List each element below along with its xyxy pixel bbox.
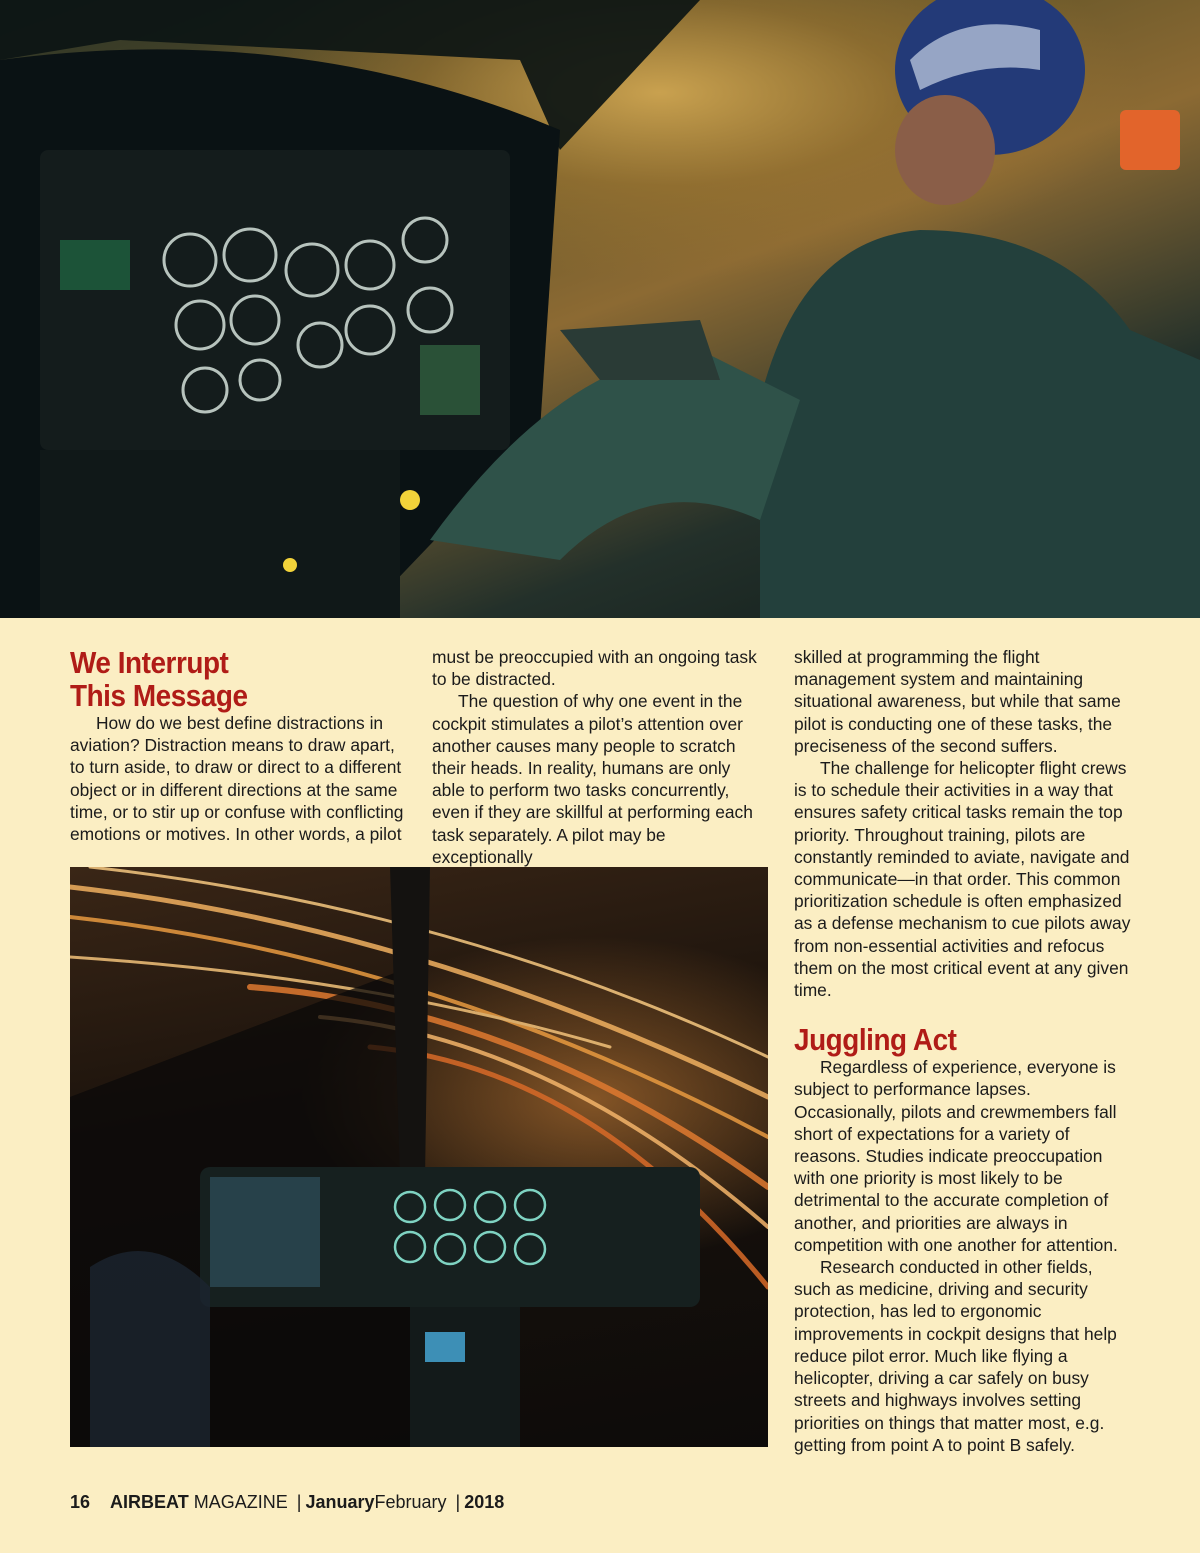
section-heading-juggling-act: Juggling Act [794,1022,957,1058]
night-cockpit-photo [70,867,768,1447]
paragraph-performance-lapses: Regardless of experience, everyone is subject to performance lapses. Occasionally, pilots and crewmembers fall short of expectations for a variety of reasons. Studies indicate preoccupation with one priority is most likely to be detrimental to the accurate completion of another, and priorities are always in competition with one another for attention. [794,1057,1118,1255]
article-column-3 [794,646,1134,1456]
cockpit-pilot-illustration [0,0,1200,618]
footer-separator: | [296,1492,302,1512]
article-column-2 [432,646,768,868]
paragraph-distraction-definition: How do we best define distractions in aviation? Distraction means to draw apart, to turn aside, to draw or direct to a different object or in different directions at the same time, or to stir up or confuse with conflicting emotions or motives. In other words, a pilot [70,713,404,845]
footer-month-1: January [305,1492,375,1512]
heading-line-1: We Interrupt [70,645,229,680]
page-number: 16 [70,1492,91,1512]
paragraph-research-ergonomics: Research conducted in other fields, such as medicine, driving and security protection, has led to ergonomic improvements in cockpit designs that help reduce pilot error. Much like flying a helicopter, driving a car safely on busy streets and highways involves setting priorities on things that matter most, e.g. getting from point A to point B safely. [794,1257,1117,1455]
footer-year: 2018 [464,1492,505,1512]
footer-brand: AIRBEAT [110,1492,189,1512]
night-cockpit-illustration [70,867,768,1447]
footer-separator-2: | [455,1492,461,1512]
paragraph-continuation-skilled: skilled at programming the flight management system and maintaining situational awareness, but while that same pilot is conducting one of these tasks, the preciseness of the second suffers. [794,647,1121,756]
paragraph-flight-crew-challenge: The challenge for helicopter flight crews is to schedule their activities in a way that ensures safety critical tasks remain the top priority. Throughout training, pilots are constantly reminded to aviate, navigate and communicate—in that order. This common prioritization schedule is often emphasized as a defense mechanism to cue pilots away from non-essential activities and refocus them on the most critical event at any given time. [794,758,1131,1001]
page-footer [70,1491,504,1513]
paragraph-continuation: must be preoccupied with an ongoing task to be distracted. [432,647,757,690]
section-heading-we-interrupt [70,646,376,712]
footer-magazine: MAGAZINE [193,1492,288,1512]
footer-month-2: February [374,1492,447,1512]
heading-line-2: This Message [70,678,248,713]
paragraph-attention-question: The question of why one event in the cockpit stimulates a pilot’s attention over another causes many people to scratch their heads. In reality, humans are only able to perform two tasks concurrently, even if they are skillful at performing each task separately. A pilot may be exceptionally [432,691,753,867]
cockpit-pilot-photo [0,0,1200,618]
article-column-1 [70,646,410,845]
